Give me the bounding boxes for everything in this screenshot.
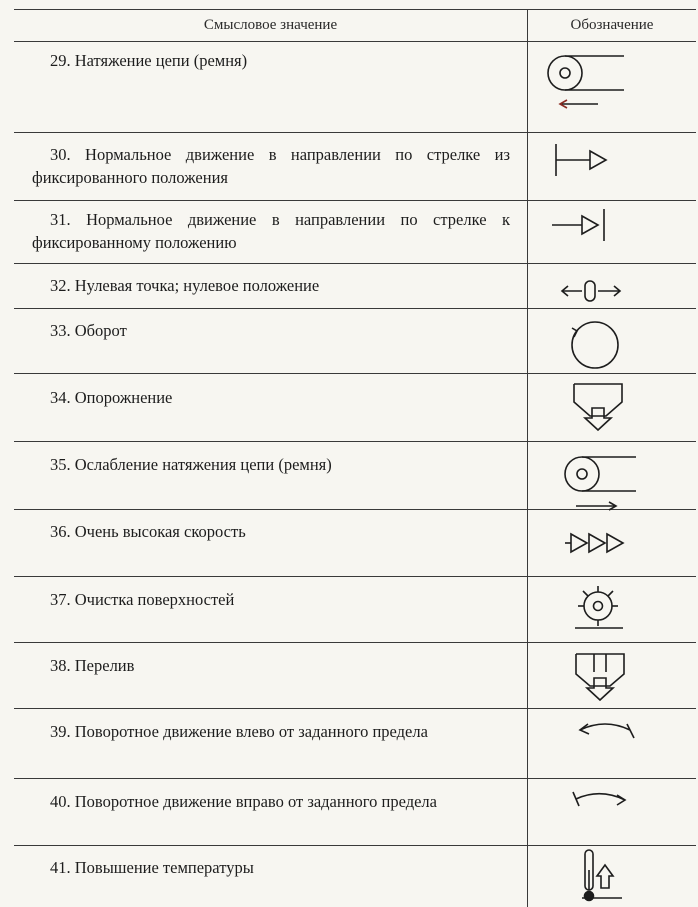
row-divider	[14, 263, 696, 264]
row-text: 36. Очень высокая скорость	[50, 522, 246, 541]
chain-tension-icon	[540, 48, 635, 114]
rotary-left-icon	[572, 716, 642, 746]
row-divider	[14, 708, 696, 709]
row-divider	[14, 200, 696, 201]
surface-cleaning-icon	[565, 582, 631, 636]
row-divider	[14, 441, 696, 442]
row-divider	[14, 132, 696, 133]
zero-point-icon	[558, 278, 626, 304]
row-divider	[14, 642, 696, 643]
row-divider	[14, 576, 696, 577]
row-text: 34. Опорожнение	[50, 388, 173, 407]
header-symbol: Обозначение	[570, 17, 654, 33]
overflow-icon	[570, 650, 632, 706]
row-text: 39. Поворотное движение влево от заданного предела	[50, 722, 428, 741]
normal-motion-from-fixed-icon	[550, 142, 620, 178]
rotary-right-icon	[567, 786, 637, 816]
temperature-rise-icon	[578, 848, 628, 904]
row-text: 35. Ослабление натяжения цепи (ремня)	[50, 455, 332, 474]
column-divider	[527, 9, 528, 907]
row-divider	[14, 373, 696, 374]
revolution-icon	[560, 318, 626, 370]
row-text: 40. Поворотное движение вправо от заданного предела	[50, 792, 437, 811]
row-text: 31. Нормальное движение в направлении по стрелке к фиксированному положению	[32, 210, 510, 252]
chain-slack-icon	[560, 450, 655, 512]
row-text: 41. Повышение температуры	[50, 858, 254, 877]
emptying-icon	[568, 382, 628, 436]
row-divider	[14, 778, 696, 779]
row-text: 37. Очистка поверхностей	[50, 590, 235, 609]
row-text: 32. Нулевая точка; нулевое положение	[50, 276, 320, 295]
normal-motion-to-fixed-icon	[548, 207, 618, 243]
row-text: 38. Перелив	[50, 656, 135, 675]
header-separator	[14, 41, 696, 42]
row-divider	[14, 845, 696, 846]
row-text: 29. Натяжение цепи (ремня)	[50, 51, 248, 70]
header-meaning: Смысловое значение	[203, 17, 338, 33]
row-text: 30. Нормальное движение в направлении по стрелке из фиксированного положения	[32, 145, 510, 187]
row-text: 33. Оборот	[50, 321, 127, 340]
row-divider	[14, 308, 696, 309]
very-high-speed-icon	[563, 530, 635, 556]
